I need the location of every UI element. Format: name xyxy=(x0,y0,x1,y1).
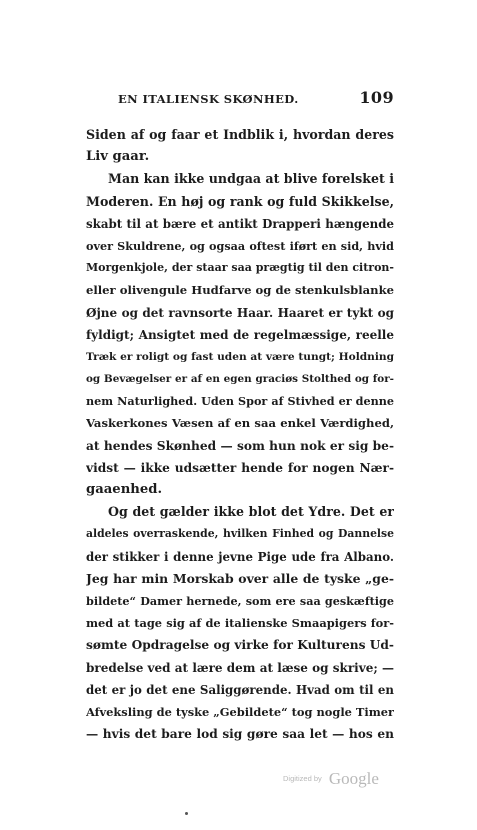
text-line: gaaenhed. xyxy=(86,482,163,497)
text-line: over Skuldrene, og ogsaa oftest iført en sid, hvid xyxy=(86,238,394,253)
text-line: skabt til at bære et antikt Drapperi hængende xyxy=(86,216,394,231)
text-line: der stikker i denne jevne Pige ude fra Albano. xyxy=(86,549,394,564)
text-line: Liv gaar. xyxy=(86,149,150,165)
text-line: sømte Opdragelse og virke for Kulturens Ud- xyxy=(86,638,394,653)
text-line: Morgenkjole, der staar saa prægtig til den citron- xyxy=(86,261,394,275)
text-line: og Bevægelser er af en egen graciøs Stolthed og for- xyxy=(86,373,394,386)
digitized-by-google-watermark xyxy=(283,768,379,792)
text-line: Moderen. En høj og rank og fuld Skikkelse, xyxy=(86,193,394,209)
watermark-prefix: Digitized by xyxy=(283,774,322,783)
text-line: bildete“ Damer hernede, som ere saa geskæftige xyxy=(86,593,394,608)
running-title: EN ITALIENSK SKØNHED. xyxy=(118,92,299,106)
text-line: at hendes Skønhed — som hun nok er sig be- xyxy=(86,438,394,453)
body-text xyxy=(86,124,394,745)
text-line: Vaskerkones Væsen af en saa enkel Værdighed, xyxy=(86,416,394,431)
text-line: Man kan ikke undgaa at blive forelsket i xyxy=(108,171,394,187)
text-line: det er jo det ene Saliggørende. Hvad om til en xyxy=(86,682,394,697)
text-line: Øjne og det ravnsorte Haar. Haaret er tykt og xyxy=(86,305,394,320)
text-line: nem Naturlighed. Uden Spor af Stivhed er denne xyxy=(86,394,394,409)
text-line: Jeg har min Morskab over alle de tyske „ge- xyxy=(86,570,394,586)
text-line: vidst — ikke udsætter hende for nogen Nær- xyxy=(86,460,394,475)
text-line: eller olivengule Hudfarve og de stenkulsblanke xyxy=(86,283,394,298)
text-line: fyldigt; Ansigtet med de regelmæssige, reelle xyxy=(86,327,394,342)
text-line: Afveksling de tyske „Gebildete“ tog nogle Timer xyxy=(86,704,394,719)
text-line: Træk er roligt og fast uden at være tungt; Holdning xyxy=(86,350,394,363)
watermark-brand: Google xyxy=(328,768,379,788)
text-line: Og det gælder ikke blot det Ydre. Det er xyxy=(108,504,394,520)
text-line: — hvis det bare lod sig gøre saa let — hos en xyxy=(86,727,394,742)
page-number: 109 xyxy=(359,88,394,107)
page-speck xyxy=(185,812,188,815)
text-line: aldeles overraskende, hvilken Finhed og Dannelse xyxy=(86,527,394,541)
text-line: med at tage sig af de italienske Smaapigers for- xyxy=(86,616,394,631)
text-line: bredelse ved at lære dem at læse og skrive; — xyxy=(86,660,394,675)
running-head xyxy=(118,88,394,110)
text-line: Siden af og faar et Indblik i, hvordan deres xyxy=(86,127,394,142)
